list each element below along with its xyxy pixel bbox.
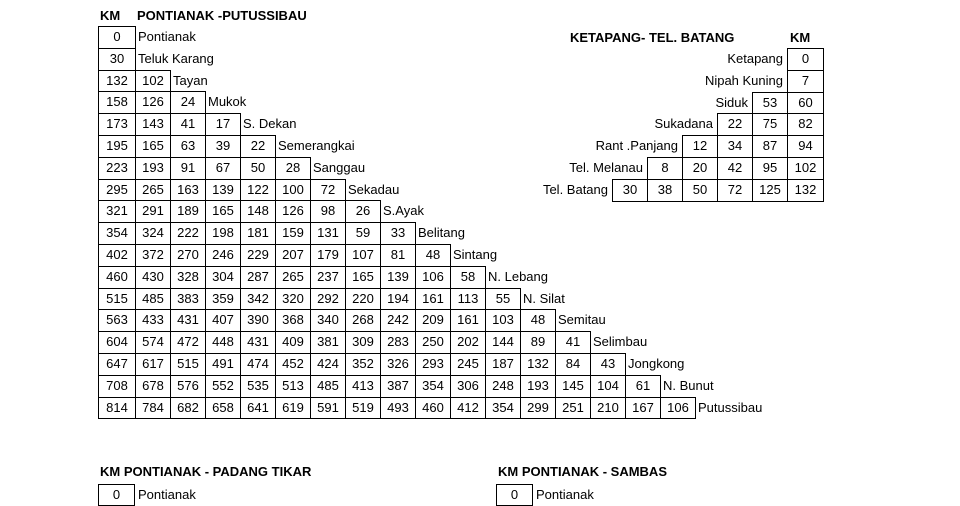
distance-cell: 474 [240,353,276,376]
distance-cell: 460 [98,266,136,289]
distance-cell: 708 [98,375,136,398]
distance-cell: 165 [345,266,381,289]
distance-cell: 340 [310,309,346,332]
distance-cell: 265 [275,266,311,289]
place-label: Teluk Karang [138,50,214,66]
distance-cell: 493 [380,397,416,420]
distance-cell: 173 [98,113,136,136]
distance-cell: 60 [787,92,824,115]
distance-cell: 402 [98,244,136,267]
distance-cell: 359 [205,288,241,311]
distance-cell: 223 [98,157,136,180]
distance-cell: 251 [555,397,591,420]
distance-cell: 165 [135,135,171,158]
distance-cell: 75 [752,113,788,136]
distance-cell: 306 [450,375,486,398]
distance-cell: 12 [682,135,718,158]
distance-cell: 354 [98,222,136,245]
place-label: S.Ayak [383,203,424,219]
distance-cell: 41 [555,331,591,354]
right-km-header: KM [790,30,811,45]
bottom-right-first-label: Pontianak [536,487,594,502]
place-label: Mukok [208,94,247,110]
distance-cell: 268 [345,309,381,332]
distance-cell: 368 [275,309,311,332]
distance-cell: 161 [415,288,451,311]
distance-cell: 431 [240,331,276,354]
distance-cell: 372 [135,244,171,267]
distance-cell: 139 [380,266,416,289]
distance-cell: 20 [682,157,718,180]
distance-cell: 193 [135,157,171,180]
distance-cell: 143 [135,113,171,136]
distance-cell: 246 [205,244,241,267]
distance-cell: 448 [205,331,241,354]
distance-cell: 100 [275,179,311,202]
place-label: N. Lebang [488,268,548,284]
distance-cell: 412 [450,397,486,420]
distance-cell: 106 [415,266,451,289]
place-label: Selimbau [593,334,648,350]
distance-cell: 58 [450,266,486,289]
distance-cell: 102 [787,157,824,180]
distance-cell: 591 [310,397,346,420]
distance-cell: 430 [135,266,171,289]
distance-cell: 283 [380,331,416,354]
distance-cell: 647 [98,353,136,376]
distance-cell: 139 [205,179,241,202]
distance-cell: 7 [787,70,824,93]
distance-cell: 287 [240,266,276,289]
place-label: Tel. Melanau [569,160,643,175]
place-label: Semerangkai [278,138,355,153]
distance-cell: 342 [240,288,276,311]
distance-cell: 292 [310,288,346,311]
distance-cell: 131 [310,222,346,245]
distance-cell: 55 [485,288,521,311]
place-label: Tel. Batang [542,181,608,197]
distance-cell: 324 [135,222,171,245]
distance-cell: 26 [345,200,381,223]
distance-cell: 126 [135,91,171,114]
distance-cell: 245 [450,353,486,376]
distance-cell: 193 [520,375,556,398]
distance-cell: 242 [380,309,416,332]
distance-cell: 431 [170,309,206,332]
distance-cell: 220 [345,288,381,311]
left-table-title: PONTIANAK -PUTUSSIBAU [137,8,307,23]
distance-cell: 0 [98,26,136,49]
distance-cell: 604 [98,331,136,354]
distance-cell: 202 [450,331,486,354]
distance-cell: 104 [590,375,626,398]
distance-cell: 485 [135,288,171,311]
distance-cell: 407 [205,309,241,332]
distance-cell: 304 [205,266,241,289]
distance-cell: 270 [170,244,206,267]
distance-cell: 381 [310,331,346,354]
distance-cell: 250 [415,331,451,354]
distance-cell: 84 [555,353,591,376]
distance-cell: 433 [135,309,171,332]
distance-cell: 17 [205,113,241,136]
distance-cell: 48 [520,309,556,332]
distance-cell: 144 [485,331,521,354]
distance-cell: 387 [380,375,416,398]
distance-cell: 38 [647,179,683,202]
right-table-title: KETAPANG- TEL. BATANG [570,30,735,45]
distance-cell: 103 [485,309,521,332]
distance-cell: 472 [170,331,206,354]
place-label: Belitang [418,225,465,241]
distance-cell: 102 [135,70,171,93]
distance-cell: 50 [240,157,276,180]
distance-cell: 122 [240,179,276,202]
bottom-left-first-value: 0 [98,484,135,506]
place-label: Nipah Kuning [704,72,783,88]
distance-cell: 72 [717,179,753,202]
distance-cell: 354 [415,375,451,398]
place-label: N. Bunut [663,377,714,393]
place-label: Tayan [173,72,208,88]
distance-cell: 181 [240,222,276,245]
distance-cell: 95 [752,157,788,180]
left-km-header: KM [100,8,121,23]
distance-cell: 328 [170,266,206,289]
distance-cell: 148 [240,200,276,223]
distance-cell: 293 [415,353,451,376]
distance-cell: 682 [170,397,206,420]
distance-cell: 617 [135,353,171,376]
distance-cell: 132 [787,179,824,202]
distance-cell: 295 [98,179,136,202]
distance-cell: 222 [170,222,206,245]
bottom-right-first-value: 0 [496,484,533,506]
distance-cell: 460 [415,397,451,420]
distance-cell: 132 [520,353,556,376]
distance-cell: 491 [205,353,241,376]
distance-cell: 0 [787,48,824,71]
distance-cell: 8 [647,157,683,180]
distance-cell: 167 [625,397,661,420]
distance-cell: 352 [345,353,381,376]
distance-cell: 98 [310,200,346,223]
distance-cell: 237 [310,266,346,289]
distance-cell: 189 [170,200,206,223]
distance-cell: 576 [170,375,206,398]
distance-cell: 574 [135,331,171,354]
distance-cell: 41 [170,113,206,136]
place-label: N. Silat [523,290,565,306]
distance-cell: 187 [485,353,521,376]
place-label: Jongkong [628,356,685,371]
distance-cell: 409 [275,331,311,354]
distance-cell: 43 [590,353,626,376]
bottom-left-first-label: Pontianak [138,487,196,502]
distance-cell: 291 [135,200,171,223]
place-label: Putussibau [698,399,763,415]
distance-cell: 63 [170,135,206,158]
distance-cell: 519 [345,397,381,420]
distance-cell: 165 [205,200,241,223]
distance-cell: 619 [275,397,311,420]
distance-cell: 452 [275,353,311,376]
distance-cell: 515 [170,353,206,376]
distance-cell: 159 [275,222,311,245]
place-label: Siduk [715,94,748,110]
distance-cell: 413 [345,375,381,398]
distance-cell: 179 [310,244,346,267]
distance-cell: 641 [240,397,276,420]
distance-cell: 513 [275,375,311,398]
distance-cell: 265 [135,179,171,202]
place-label: Semitau [558,312,606,328]
distance-cell: 24 [170,91,206,114]
distance-cell: 320 [275,288,311,311]
distance-cell: 91 [170,157,206,180]
distance-cell: 485 [310,375,346,398]
distance-cell: 107 [345,244,381,267]
distance-cell: 94 [787,135,824,158]
distance-cell: 59 [345,222,381,245]
distance-cell: 229 [240,244,276,267]
distance-cell: 390 [240,309,276,332]
distance-cell: 326 [380,353,416,376]
bottom-right-title: KM PONTIANAK - SAMBAS [498,464,667,479]
place-label: Pontianak [138,29,196,44]
distance-cell: 125 [752,179,788,202]
distance-cell: 126 [275,200,311,223]
distance-cell: 87 [752,135,788,158]
distance-cell: 354 [485,397,521,420]
distance-cell: 33 [380,222,416,245]
distance-cell: 39 [205,135,241,158]
distance-cell: 50 [682,179,718,202]
place-label: Sukadana [654,116,713,132]
distance-cell: 34 [717,135,753,158]
distance-cell: 209 [415,309,451,332]
distance-cell: 552 [205,375,241,398]
distance-cell: 158 [98,91,136,114]
place-label: Sekadau [348,181,400,197]
distance-cell: 424 [310,353,346,376]
place-label: Sanggau [313,159,366,175]
distance-cell: 195 [98,135,136,158]
distance-cell: 563 [98,309,136,332]
distance-cell: 207 [275,244,311,267]
distance-cell: 383 [170,288,206,311]
distance-cell: 678 [135,375,171,398]
distance-cell: 22 [717,113,753,136]
distance-cell: 72 [310,179,346,202]
distance-cell: 106 [660,397,696,420]
place-label: Sintang [453,247,498,262]
distance-cell: 145 [555,375,591,398]
distance-cell: 658 [205,397,241,420]
bottom-left-title: KM PONTIANAK - PADANG TIKAR [100,464,312,479]
distance-cell: 30 [612,179,648,202]
distance-cell: 42 [717,157,753,180]
distance-cell: 163 [170,179,206,202]
distance-cell: 48 [415,244,451,267]
distance-cell: 248 [485,375,521,398]
distance-cell: 161 [450,309,486,332]
distance-cell: 321 [98,200,136,223]
distance-cell: 210 [590,397,626,420]
distance-cell: 309 [345,331,381,354]
distance-cell: 89 [520,331,556,354]
distance-cell: 67 [205,157,241,180]
distance-cell: 28 [275,157,311,180]
distance-cell: 82 [787,113,824,136]
distance-cell: 53 [752,92,788,115]
distance-cell: 515 [98,288,136,311]
distance-cell: 194 [380,288,416,311]
distance-cell: 30 [98,48,136,71]
distance-cell: 113 [450,288,486,311]
distance-cell: 299 [520,397,556,420]
distance-cell: 81 [380,244,416,267]
distance-cell: 22 [240,135,276,158]
distance-cell: 784 [135,397,171,420]
distance-cell: 535 [240,375,276,398]
distance-cell: 132 [98,70,136,93]
place-label: Ketapang [727,51,783,66]
place-label: S. Dekan [243,116,297,132]
place-label: Rant .Panjang [595,138,678,154]
distance-cell: 814 [98,397,136,420]
distance-cell: 61 [625,375,661,398]
distance-cell: 198 [205,222,241,245]
